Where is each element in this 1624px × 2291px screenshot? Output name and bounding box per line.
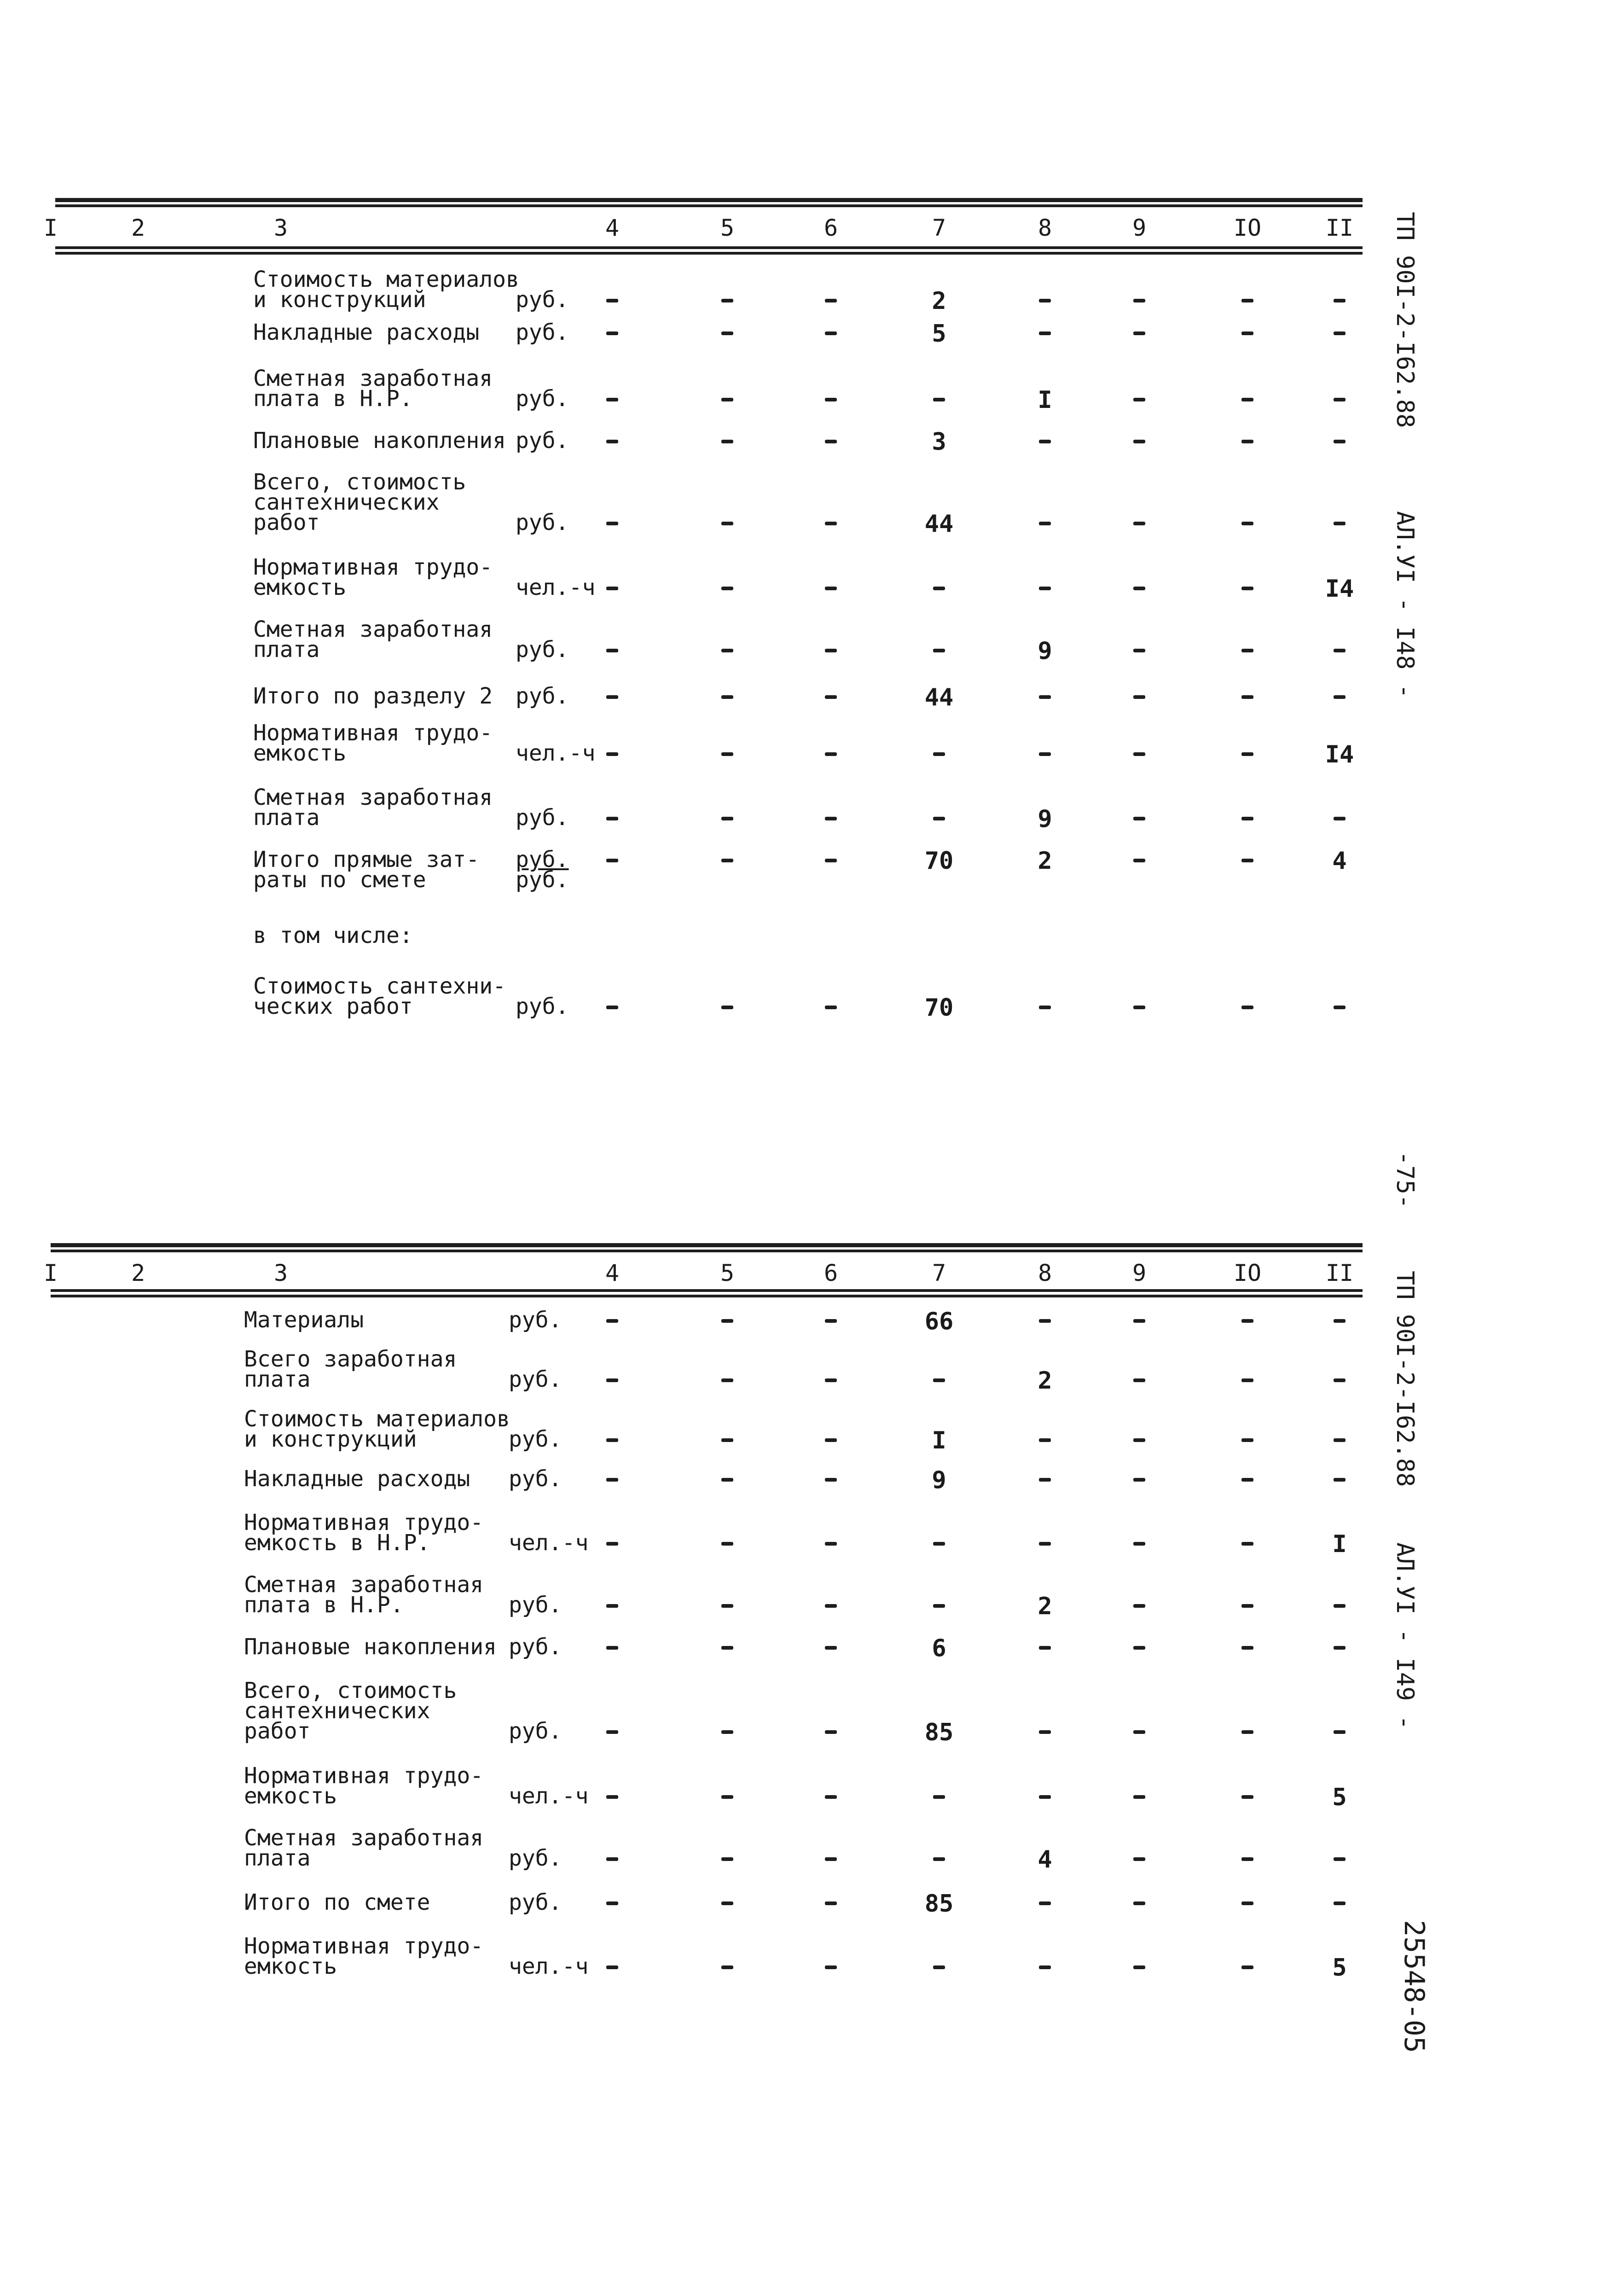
empty-cell-dash: [606, 587, 618, 590]
empty-cell-dash: [1039, 587, 1051, 590]
empty-cell-dash: [1334, 695, 1346, 699]
empty-cell-dash: [1241, 522, 1253, 525]
row-unit: руб.: [509, 1466, 562, 1492]
empty-cell-dash: [1334, 649, 1346, 652]
row-label: Материалы: [244, 1307, 364, 1333]
row-unit: чел.-ч: [509, 1783, 589, 1809]
table-top-rule-2: [51, 1250, 1363, 1252]
empty-cell-dash: [825, 859, 837, 862]
page-number: -75-: [1391, 1151, 1419, 1209]
cell-value: 9: [1038, 637, 1052, 665]
empty-cell-dash: [721, 522, 733, 525]
empty-cell-dash: [1334, 1646, 1346, 1650]
row-label: Сметная заработная: [253, 366, 493, 391]
empty-cell-dash: [933, 1378, 945, 1382]
empty-cell-dash: [1241, 649, 1253, 652]
empty-cell-dash: [1241, 587, 1253, 590]
cell-value: 2: [1038, 1593, 1052, 1620]
empty-cell-dash: [1241, 1965, 1253, 1969]
empty-cell-dash: [825, 695, 837, 699]
empty-cell-dash: [606, 1901, 618, 1905]
empty-cell-dash: [825, 1965, 837, 1969]
header-rule: [55, 246, 1363, 249]
cell-value: I: [932, 1427, 946, 1454]
empty-cell-dash: [1039, 1006, 1051, 1009]
row-unit: чел.-ч: [509, 1954, 589, 1979]
empty-cell-dash: [1241, 752, 1253, 756]
empty-cell-dash: [721, 299, 733, 302]
column-header: 7: [932, 215, 946, 241]
cell-value: I4: [1325, 575, 1354, 603]
empty-cell-dash: [825, 649, 837, 652]
empty-cell-dash: [933, 649, 945, 652]
column-header: 4: [605, 215, 620, 241]
column-header: 9: [1132, 215, 1147, 241]
empty-cell-dash: [721, 1319, 733, 1323]
empty-cell-dash: [1133, 695, 1145, 699]
column-header: 3: [273, 1260, 288, 1286]
empty-cell-dash: [606, 1795, 618, 1799]
empty-cell-dash: [825, 1378, 837, 1382]
empty-cell-dash: [721, 1730, 733, 1734]
empty-cell-dash: [1133, 1730, 1145, 1734]
empty-cell-dash: [825, 587, 837, 590]
empty-cell-dash: [933, 1965, 945, 1969]
row-unit: руб.: [509, 1890, 562, 1915]
empty-cell-dash: [1241, 398, 1253, 401]
table-top-rule-2: [55, 204, 1363, 207]
row-label: плата: [244, 1845, 311, 1871]
cell-value: 9: [1038, 805, 1052, 833]
empty-cell-dash: [933, 1857, 945, 1861]
empty-cell-dash: [606, 817, 618, 820]
header-rule-2: [51, 1295, 1363, 1297]
empty-cell-dash: [1039, 1795, 1051, 1799]
empty-cell-dash: [1241, 1542, 1253, 1546]
empty-cell-dash: [1334, 1006, 1346, 1009]
table-top-rule: [51, 1243, 1363, 1247]
empty-cell-dash: [1133, 1795, 1145, 1799]
empty-cell-dash: [825, 1319, 837, 1323]
row-unit: руб.: [516, 994, 569, 1019]
empty-cell-dash: [1039, 752, 1051, 756]
cell-value: I4: [1325, 741, 1354, 768]
empty-cell-dash: [1241, 331, 1253, 335]
column-header: I: [43, 1260, 58, 1286]
empty-cell-dash: [1334, 299, 1346, 302]
column-header: 4: [605, 1260, 620, 1286]
empty-cell-dash: [1241, 1006, 1253, 1009]
empty-cell-dash: [721, 398, 733, 401]
empty-cell-dash: [1039, 1730, 1051, 1734]
empty-cell-dash: [1334, 1378, 1346, 1382]
row-unit: руб.: [516, 386, 569, 412]
empty-cell-dash: [1133, 1478, 1145, 1482]
empty-cell-dash: [1039, 522, 1051, 525]
row-unit: руб.: [509, 1718, 562, 1744]
empty-cell-dash: [606, 1319, 618, 1323]
column-header: 7: [932, 1260, 946, 1286]
row-label: Сметная заработная: [253, 616, 493, 642]
cell-value: 2: [1038, 847, 1052, 875]
empty-cell-dash: [1334, 1857, 1346, 1861]
empty-cell-dash: [1039, 1478, 1051, 1482]
row-unit: руб.: [509, 1426, 562, 1452]
empty-cell-dash: [1039, 1438, 1051, 1442]
empty-cell-dash: [1241, 1478, 1253, 1482]
empty-cell-dash: [606, 1646, 618, 1650]
empty-cell-dash: [825, 1604, 837, 1608]
empty-cell-dash: [825, 398, 837, 401]
row-label: плата: [253, 637, 320, 663]
empty-cell-dash: [606, 649, 618, 652]
empty-cell-dash: [1133, 1319, 1145, 1323]
empty-cell-dash: [721, 1646, 733, 1650]
column-header: 8: [1038, 215, 1052, 241]
empty-cell-dash: [933, 817, 945, 820]
cell-value: 5: [1332, 1954, 1347, 1982]
empty-cell-dash: [721, 1965, 733, 1969]
empty-cell-dash: [1241, 1857, 1253, 1861]
empty-cell-dash: [721, 1857, 733, 1861]
empty-cell-dash: [606, 398, 618, 401]
doc-code-top: ТП 90I-2-I62.88: [1391, 212, 1419, 428]
empty-cell-dash: [1241, 1901, 1253, 1905]
empty-cell-dash: [721, 859, 733, 862]
row-label: емкость: [253, 740, 347, 766]
empty-cell-dash: [606, 752, 618, 756]
empty-cell-dash: [606, 1438, 618, 1442]
row-unit: руб.: [516, 805, 569, 831]
cell-value: 44: [924, 684, 954, 711]
empty-cell-dash: [1133, 299, 1145, 302]
row-label: Плановые накопления: [253, 428, 506, 454]
empty-cell-dash: [721, 1542, 733, 1546]
empty-cell-dash: [721, 649, 733, 652]
empty-cell-dash: [1133, 1542, 1145, 1546]
row-label: Нормативная трудо-: [253, 554, 493, 580]
empty-cell-dash: [606, 1478, 618, 1482]
row-label: Итого по разделу 2: [253, 683, 493, 709]
empty-cell-dash: [1133, 1857, 1145, 1861]
empty-cell-dash: [1133, 1604, 1145, 1608]
empty-cell-dash: [825, 1901, 837, 1905]
empty-cell-dash: [1334, 817, 1346, 820]
empty-cell-dash: [1334, 1730, 1346, 1734]
row-label: емкость: [253, 575, 347, 600]
cell-value: 3: [932, 428, 946, 456]
empty-cell-dash: [1039, 1965, 1051, 1969]
row-label: плата: [253, 805, 320, 831]
empty-cell-dash: [1241, 1604, 1253, 1608]
empty-cell-dash: [721, 1006, 733, 1009]
empty-cell-dash: [933, 1542, 945, 1546]
row-label: Всего заработная: [244, 1346, 457, 1372]
empty-cell-dash: [1133, 522, 1145, 525]
row-label: Накладные расходы: [244, 1466, 470, 1492]
row-label: Сметная заработная: [244, 1572, 484, 1598]
empty-cell-dash: [1039, 331, 1051, 335]
empty-cell-dash: [1039, 440, 1051, 443]
empty-cell-dash: [933, 1795, 945, 1799]
empty-cell-dash: [825, 817, 837, 820]
cell-value: 85: [924, 1890, 954, 1918]
empty-cell-dash: [1039, 1319, 1051, 1323]
empty-cell-dash: [606, 1965, 618, 1969]
cell-value: 6: [932, 1634, 946, 1662]
row-unit: руб.: [509, 1307, 562, 1333]
column-header: 2: [131, 215, 145, 241]
column-header: 5: [720, 215, 735, 241]
column-header: IO: [1233, 215, 1262, 241]
empty-cell-dash: [721, 695, 733, 699]
cell-value: 9: [932, 1466, 946, 1494]
row-label: Стоимость материалов: [253, 267, 519, 292]
empty-cell-dash: [721, 440, 733, 443]
row-label: Нормативная трудо-: [244, 1763, 484, 1789]
empty-cell-dash: [606, 299, 618, 302]
row-label: Накладные расходы: [253, 320, 480, 345]
cell-value: 5: [1332, 1784, 1347, 1811]
row-label: Нормативная трудо-: [253, 720, 493, 746]
empty-cell-dash: [1241, 1646, 1253, 1650]
empty-cell-dash: [606, 695, 618, 699]
row-label: работ: [253, 510, 320, 535]
empty-cell-dash: [1241, 1378, 1253, 1382]
row-label: Всего, стоимость: [244, 1678, 457, 1704]
row-label: плата в Н.Р.: [253, 386, 413, 412]
empty-cell-dash: [721, 752, 733, 756]
row-label: Плановые накопления: [244, 1634, 497, 1660]
row-label: сантехнических: [253, 489, 440, 515]
row-label: и конструкций: [244, 1426, 417, 1452]
empty-cell-dash: [721, 587, 733, 590]
row-label: емкость: [244, 1954, 337, 1979]
empty-cell-dash: [1241, 440, 1253, 443]
empty-cell-dash: [1241, 1438, 1253, 1442]
empty-cell-dash: [1039, 695, 1051, 699]
row-unit: руб.: [516, 683, 569, 709]
row-label: Итого прямые зат-: [253, 847, 480, 872]
empty-cell-dash: [933, 587, 945, 590]
empty-cell-dash: [1039, 299, 1051, 302]
empty-cell-dash: [1133, 440, 1145, 443]
row-unit: руб.: [516, 847, 569, 872]
empty-cell-dash: [1133, 1646, 1145, 1650]
empty-cell-dash: [825, 752, 837, 756]
header-rule: [51, 1289, 1363, 1292]
empty-cell-dash: [1241, 1795, 1253, 1799]
row-unit: чел.-ч: [509, 1530, 589, 1556]
column-header: 5: [720, 1260, 735, 1286]
empty-cell-dash: [933, 752, 945, 756]
row-unit: руб.: [516, 428, 569, 454]
empty-cell-dash: [825, 1857, 837, 1861]
column-header: 3: [273, 215, 288, 241]
empty-cell-dash: [825, 299, 837, 302]
cell-value: 2: [932, 287, 946, 315]
empty-cell-dash: [1133, 752, 1145, 756]
empty-cell-dash: [1334, 1319, 1346, 1323]
row-unit: руб.: [516, 320, 569, 345]
empty-cell-dash: [1241, 1730, 1253, 1734]
column-header: 2: [131, 1260, 145, 1286]
sheet-number-top: АЛ.УI - I48 -: [1391, 511, 1419, 698]
header-rule-2: [55, 252, 1363, 255]
empty-cell-dash: [1039, 1901, 1051, 1905]
empty-cell-dash: [1334, 331, 1346, 335]
row-label: в том числе:: [253, 923, 413, 948]
empty-cell-dash: [1241, 299, 1253, 302]
empty-cell-dash: [1133, 1438, 1145, 1442]
empty-cell-dash: [1039, 1542, 1051, 1546]
row-unit: руб.: [516, 287, 569, 313]
empty-cell-dash: [1039, 1646, 1051, 1650]
cell-value: 85: [924, 1719, 954, 1746]
empty-cell-dash: [1133, 1378, 1145, 1382]
cell-value: 2: [1038, 1367, 1052, 1395]
row-label: Всего, стоимость: [253, 469, 466, 495]
empty-cell-dash: [1334, 1604, 1346, 1608]
empty-cell-dash: [1241, 1319, 1253, 1323]
column-header: II: [1325, 215, 1354, 241]
empty-cell-dash: [606, 1730, 618, 1734]
cell-value: 44: [924, 510, 954, 538]
row-unit: руб.: [516, 637, 569, 663]
row-label: раты по смете: [253, 867, 426, 893]
empty-cell-dash: [1241, 695, 1253, 699]
cell-value: 70: [924, 994, 954, 1022]
empty-cell-dash: [606, 440, 618, 443]
row-unit: руб.: [509, 1845, 562, 1871]
empty-cell-dash: [1133, 331, 1145, 335]
empty-cell-dash: [825, 1438, 837, 1442]
cell-value: 4: [1332, 847, 1347, 875]
empty-cell-dash: [1133, 587, 1145, 590]
empty-cell-dash: [721, 1438, 733, 1442]
empty-cell-dash: [825, 1730, 837, 1734]
empty-cell-dash: [606, 331, 618, 335]
cell-value: I: [1332, 1530, 1347, 1558]
row-unit: чел.-ч: [516, 740, 596, 766]
empty-cell-dash: [1334, 398, 1346, 401]
empty-cell-dash: [933, 398, 945, 401]
column-header: II: [1325, 1260, 1354, 1286]
empty-cell-dash: [1133, 649, 1145, 652]
empty-cell-dash: [1133, 817, 1145, 820]
empty-cell-dash: [825, 1542, 837, 1546]
row-label: емкость в Н.Р.: [244, 1530, 430, 1556]
row-label: сантехнических: [244, 1698, 430, 1724]
inventory-number: 25548-05: [1398, 1920, 1430, 2053]
empty-cell-dash: [721, 1795, 733, 1799]
empty-cell-dash: [1334, 1901, 1346, 1905]
empty-cell-dash: [825, 331, 837, 335]
cell-value: 70: [924, 847, 954, 875]
empty-cell-dash: [1334, 1478, 1346, 1482]
empty-cell-dash: [1334, 522, 1346, 525]
cell-value: I: [1038, 386, 1052, 414]
empty-cell-dash: [1133, 1901, 1145, 1905]
row-unit: руб.: [509, 1366, 562, 1392]
column-header: 9: [1132, 1260, 1147, 1286]
column-header: 6: [824, 215, 838, 241]
empty-cell-dash: [721, 1901, 733, 1905]
empty-cell-dash: [825, 1795, 837, 1799]
empty-cell-dash: [606, 1006, 618, 1009]
empty-cell-dash: [606, 859, 618, 862]
doc-code-bottom: ТП 90I-2-I62.88: [1391, 1271, 1419, 1487]
table-top-rule: [55, 198, 1363, 202]
empty-cell-dash: [606, 1604, 618, 1608]
empty-cell-dash: [1133, 1965, 1145, 1969]
row-label: емкость: [244, 1783, 337, 1809]
row-label: плата: [244, 1366, 311, 1392]
empty-cell-dash: [721, 1604, 733, 1608]
row-label: Итого по смете: [244, 1890, 430, 1915]
empty-cell-dash: [1241, 817, 1253, 820]
empty-cell-dash: [825, 522, 837, 525]
column-header: 6: [824, 1260, 838, 1286]
empty-cell-dash: [1133, 398, 1145, 401]
row-unit-secondary: руб.: [516, 867, 569, 893]
row-label: Нормативная трудо-: [244, 1933, 484, 1959]
cell-value: 4: [1038, 1846, 1052, 1873]
row-unit: руб.: [509, 1634, 562, 1660]
empty-cell-dash: [721, 817, 733, 820]
empty-cell-dash: [1241, 859, 1253, 862]
cell-value: 66: [924, 1308, 954, 1335]
empty-cell-dash: [933, 1604, 945, 1608]
row-label: Сметная заработная: [253, 785, 493, 810]
row-unit: руб.: [516, 510, 569, 535]
row-label: ческих работ: [253, 994, 413, 1019]
empty-cell-dash: [1133, 859, 1145, 862]
row-label: работ: [244, 1718, 311, 1744]
row-label: и конструкций: [253, 287, 426, 313]
empty-cell-dash: [825, 1478, 837, 1482]
empty-cell-dash: [721, 331, 733, 335]
row-label: Сметная заработная: [244, 1825, 484, 1851]
empty-cell-dash: [825, 440, 837, 443]
row-unit: руб.: [509, 1592, 562, 1618]
row-label: Нормативная трудо-: [244, 1510, 484, 1535]
column-header: 8: [1038, 1260, 1052, 1286]
empty-cell-dash: [721, 1478, 733, 1482]
empty-cell-dash: [825, 1006, 837, 1009]
empty-cell-dash: [606, 1542, 618, 1546]
sheet-number-bottom: АЛ.УI - I49 -: [1391, 1542, 1419, 1730]
empty-cell-dash: [606, 1378, 618, 1382]
row-unit: чел.-ч: [516, 575, 596, 600]
column-header: I: [43, 215, 58, 241]
empty-cell-dash: [1334, 1438, 1346, 1442]
empty-cell-dash: [606, 1857, 618, 1861]
empty-cell-dash: [825, 1646, 837, 1650]
empty-cell-dash: [1133, 1006, 1145, 1009]
cell-value: 5: [932, 320, 946, 348]
empty-cell-dash: [606, 522, 618, 525]
row-label: Стоимость материалов: [244, 1406, 510, 1432]
empty-cell-dash: [721, 1378, 733, 1382]
row-label: Стоимость сантехни-: [253, 973, 506, 999]
column-header: IO: [1233, 1260, 1262, 1286]
row-label: плата в Н.Р.: [244, 1592, 404, 1618]
empty-cell-dash: [1334, 440, 1346, 443]
